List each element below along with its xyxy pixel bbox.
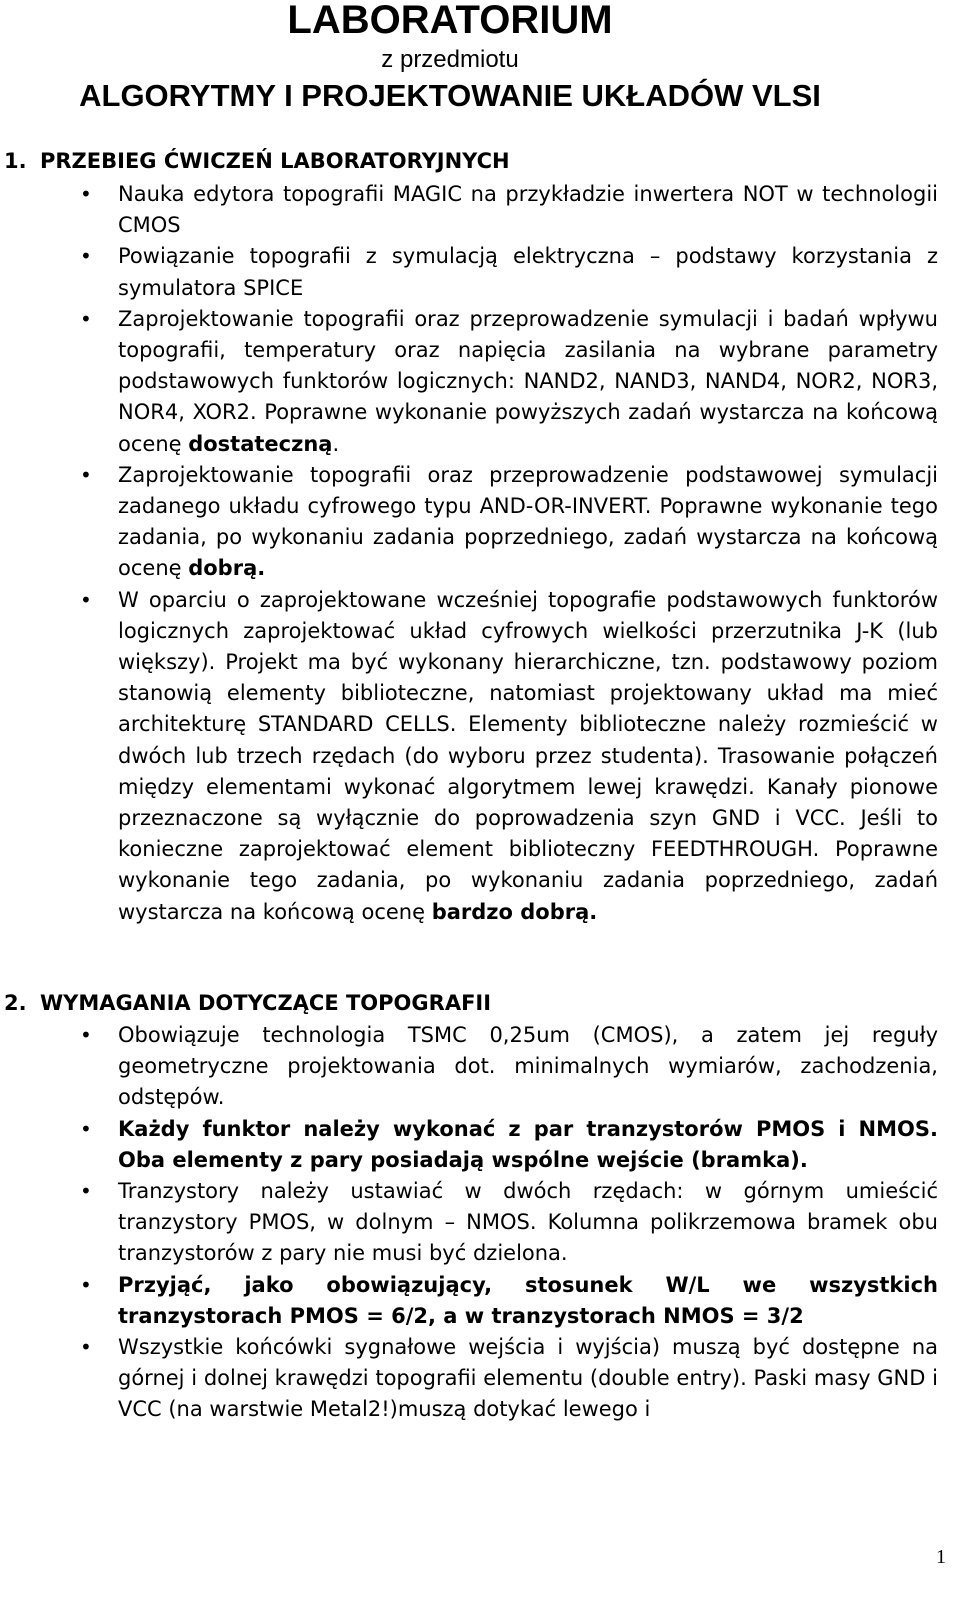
section-1-heading [4,146,510,177]
section-number: 1. [4,149,27,173]
bullet-icon: • [80,587,92,612]
section-2-heading [4,988,491,1019]
list-item: • Zaprojektowanie topografii oraz przeprowadzenie podstawowej symulacji zadanego układu cyfrowego typu AND-OR-INVERT. Poprawne wykonanie tego zadania, po wykonaniu zadania poprzedniego, zadań wystarcza na końcową ocenę dobrą. [118,460,938,585]
list-item: • Wszystkie końcówki sygnałowe wejścia i wyjścia) muszą być dostępne na górnej i dolnej krawędzi topografii elementu (double entry). Paski masy GND i VCC (na warstwie Metal2!)muszą dotykać lewego i [118,1332,938,1426]
bullet-icon: • [80,1179,92,1204]
list-item: • Nauka edytora topografii MAGIC na przykładzie inwertera NOT w technologii CMOS [118,179,938,241]
bullet-icon: • [80,1023,92,1047]
page-number: 1 [936,1546,946,1568]
document-subtitle: z przedmiotu [381,46,519,73]
bullet-icon: • [80,1272,92,1297]
list-item: • Zaprojektowanie topografii oraz przeprowadzenie symulacji i badań wpływu topografii, temperatury oraz napięcia zasilania na wybrane parametry podstawowych funktorów logicznych: NAND2, NAND3, NAND4, NOR2, NOR3, NOR4, XOR2. Poprawne wykonanie powyższych zadań wystarcza na końcową ocenę dostateczną. [118,304,938,460]
list-item: • Tranzystory należy ustawiać w dwóch rzędach: w górnym umieścić tranzystory PMOS, w dolnym – NMOS. Kolumna polikrzemowa bramek obu tranzystorów z pary nie musi być dzielona. [118,1176,938,1270]
bullet-icon: • [80,306,92,331]
bullet-icon: • [80,462,92,487]
section-title: PRZEBIEG ĆWICZEŃ LABORATORYJNYCH [40,149,510,173]
course-name: ALGORYTMY I PROJEKTOWANIE UKŁADÓW VLSI [79,78,821,113]
section-2-list [80,1020,938,1426]
section-1-list [80,179,938,928]
bullet-icon: • [80,182,92,206]
list-item: • Każdy funktor należy wykonać z par tranzystorów PMOS i NMOS. Oba elementy z pary posiadają wspólne wejście (bramka). [118,1114,938,1176]
document-title: LABORATORIUM [287,0,613,42]
section-number: 2. [4,991,27,1015]
bullet-icon: • [80,1116,92,1141]
section-title: WYMAGANIA DOTYCZĄCE TOPOGRAFII [40,991,492,1015]
list-item: • Obowiązuje technologia TSMC 0,25um (CMOS), a zatem jej reguły geometryczne projektowania dot. minimalnych wymiarów, zachodzenia, odstępów. [118,1020,938,1114]
bullet-icon: • [80,1335,92,1360]
list-item: • W oparciu o zaprojektowane wcześniej topografie podstawowych funktorów logicznych zaprojektować układ cyfrowych wielkości przerzutnika J-K (lub większy). Projekt ma być wykonany hierarchiczne, tzn. podstawowy poziom stanowią elementy biblioteczne, natomiast projektowany układ ma mieć architekturę STANDARD CELLS. Elementy biblioteczne należy rozmieścić w dwóch lub trzech rzędach (do wyboru przez studenta). Trasowanie połączeń między elementami wykonać algorytmem lewej krawędzi. Kanały pionowe przeznaczone są wyłącznie do poprowadzenia szyn GND i VCC. Jeśli to konieczne zaprojektować element biblioteczny FEEDTHROUGH. Poprawne wykonanie tego zadania, po wykonaniu zadania poprzedniego, zadań wystarcza na końcową ocenę bardzo dobrą. [118,585,938,928]
list-item: • Powiązanie topografii z symulacją elektryczna – podstawy korzystania z symulatora SPICE [118,241,938,303]
bullet-icon: • [80,244,92,269]
list-item: • Przyjąć, jako obowiązujący, stosunek W/L we wszystkich tranzystorach PMOS = 6/2, a w tranzystorach NMOS = 3/2 [118,1270,938,1332]
